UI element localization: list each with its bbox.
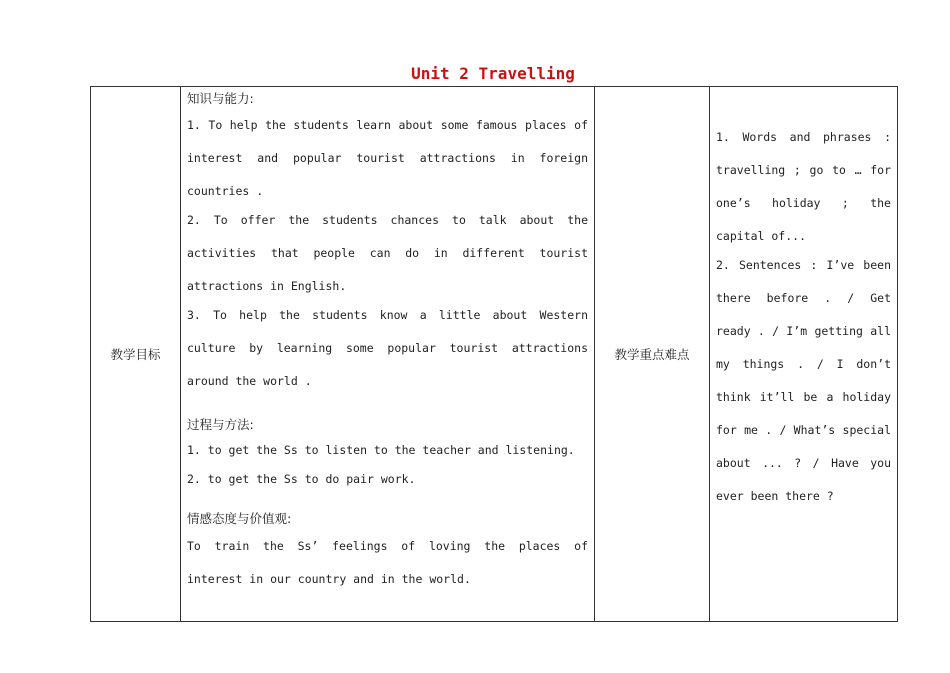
- goals-content-cell: [181, 87, 595, 622]
- key-point-1: 1. Words and phrases : travelling ; go to … for one’s holiday ; the capital of...: [716, 130, 891, 243]
- process-heading: 过程与方法:: [187, 417, 254, 432]
- key-point-2: 2. Sentences : I’ve been there before . / Get ready . / I’m getting all my things . / I don’t think it’ll be a holiday for me . / What’s special about ... ? / Have you ever been there ?: [716, 258, 891, 503]
- emotion-heading: 情感态度与价值观:: [187, 511, 292, 526]
- knowledge-item-1: 1. To help the students learn about some famous places of interest and popular tourist attractions in foreign countries .: [187, 118, 588, 198]
- knowledge-item-2: 2. To offer the students chances to talk about the activities that people can do in different tourist attractions in English.: [187, 213, 588, 293]
- document-title: Unit 2 Travelling: [411, 64, 575, 83]
- table-row: [91, 87, 898, 622]
- goals-label-cell: [91, 87, 181, 622]
- goals-label: 教学目标: [110, 347, 161, 362]
- process-item-2: 2. to get the Ss to do pair work.: [187, 472, 416, 486]
- key-points-cell: [710, 87, 898, 622]
- lesson-plan-table: [90, 86, 898, 622]
- emotion-item-1: To train the Ss’ feelings of loving the places of interest in our country and in the world.: [187, 539, 588, 586]
- key-label-cell: [595, 87, 710, 622]
- knowledge-item-3: 3. To help the students know a little about Western culture by learning some popular tourist attractions around the world .: [187, 308, 588, 388]
- process-item-1: 1. to get the Ss to listen to the teacher and listening.: [187, 443, 575, 457]
- key-label: 教学重点难点: [614, 347, 690, 362]
- knowledge-heading: 知识与能力:: [187, 91, 254, 106]
